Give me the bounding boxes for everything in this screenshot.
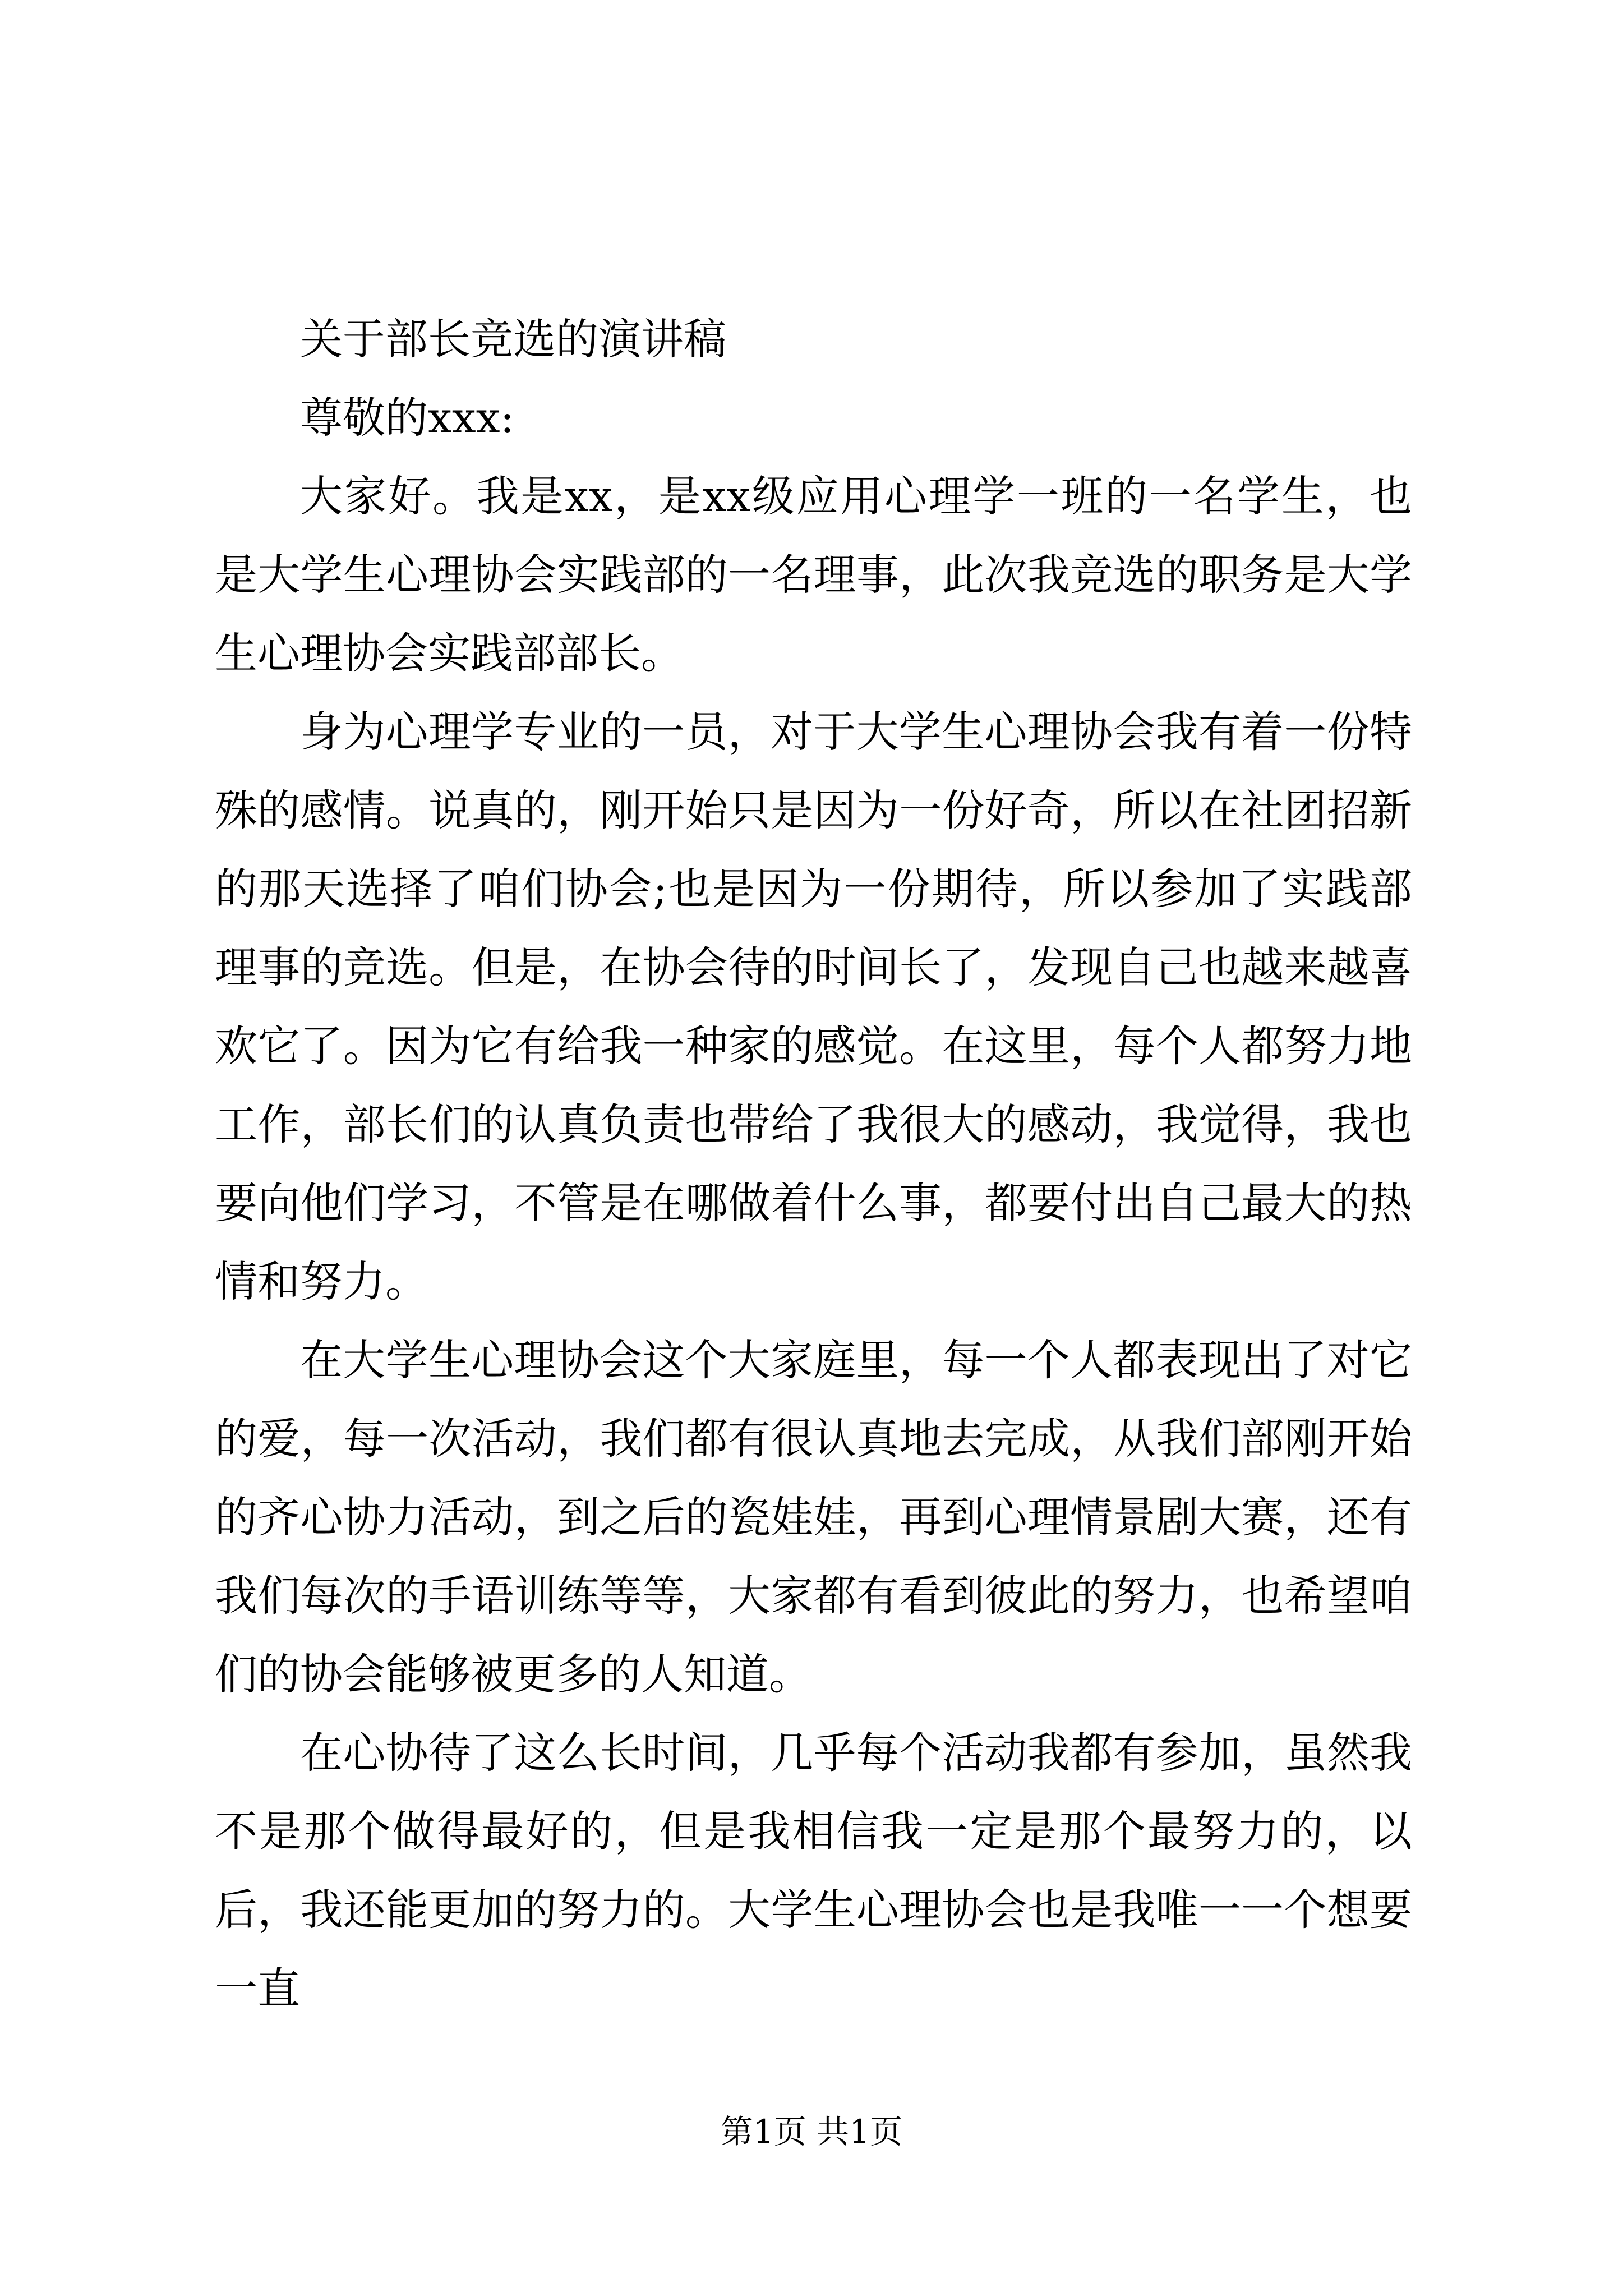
document-body [215, 300, 1412, 2028]
paragraph-4: 在心协待了这么长时间，几乎每个活动我都有参加，虽然我不是那个做得最好的，但是我相信我一定是那个最努力的，以后，我还能更加的努力的。大学生心理协会也是我唯一一个想要一直 [215, 1728, 1412, 2013]
document-title: 关于部长竞选的演讲稿 [300, 314, 726, 364]
paragraph-3: 在大学生心理协会这个大家庭里，每一个人都表现出了对它的爱，每一次活动，我们都有很认真地去完成，从我们部刚开始的齐心协力活动，到之后的瓷娃娃，再到心理情景剧大赛，还有我们每次的手语训练等等，大家都有看到彼此的努力，也希望咱们的协会能够被更多的人知道。 [215, 1335, 1412, 1699]
page-footer: 第1页 共1页 [720, 2113, 903, 2151]
salutation: 尊敬的xxx: [300, 393, 515, 443]
paragraph-2: 身为心理学专业的一员，对于大学生心理协会我有着一份特殊的感情。说真的，刚开始只是因为一份好奇，所以在社团招新的那天选择了咱们协会;也是因为一份期待，所以参加了实践部理事的竞选。但是，在协会待的时间长了，发现自己也越来越喜欢它了。因为它有给我一种家的感觉。在这里，每个人都努力地工作，部长们的认真负责也带给了我很大的感动，我觉得，我也要向他们学习，不管是在哪做着什么事，都要付出自己最大的热情和努力。 [215, 707, 1412, 1306]
paragraph-1: 大家好。我是xx，是xx级应用心理学一班的一名学生，也是大学生心理协会实践部的一名理事，此次我竞选的职务是大学生心理协会实践部部长。 [215, 471, 1412, 678]
